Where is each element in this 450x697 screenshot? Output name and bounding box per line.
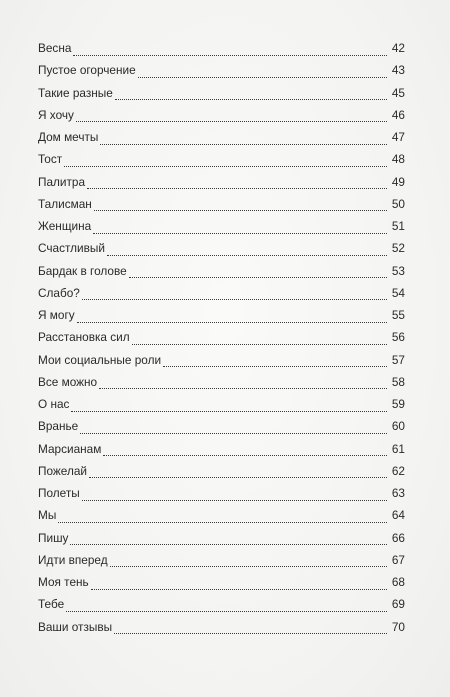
dot-leader <box>94 202 387 211</box>
toc-entry-page-number: 51 <box>391 219 405 233</box>
table-of-contents <box>38 37 405 638</box>
toc-entry-page-number: 62 <box>391 463 405 478</box>
toc-entry-title: Все можно <box>38 374 98 389</box>
toc-entry-page-number: 43 <box>391 63 405 78</box>
toc-entry-title: Тебе <box>38 597 65 612</box>
dot-leader <box>73 47 387 56</box>
dot-leader <box>132 336 387 345</box>
toc-entry <box>38 438 405 460</box>
dot-leader <box>66 603 387 612</box>
toc-entry-page-number: 70 <box>391 619 405 634</box>
dot-leader <box>82 291 387 300</box>
toc-entry-title: Мои социальные роли <box>38 352 162 367</box>
toc-entry <box>38 82 405 104</box>
toc-entry <box>38 349 405 371</box>
dot-leader <box>103 447 387 456</box>
dot-leader <box>82 492 387 501</box>
toc-entry <box>38 215 405 237</box>
toc-entry-page-number: 68 <box>391 575 405 589</box>
toc-entry-title: О нас <box>38 397 70 411</box>
toc-entry <box>38 415 405 437</box>
toc-entry-page-number: 54 <box>391 285 405 300</box>
toc-entry-page-number: 50 <box>391 196 405 211</box>
toc-entry <box>38 237 405 259</box>
toc-entry <box>38 104 405 126</box>
toc-entry <box>38 37 405 59</box>
toc-entry-title: Бардак в голове <box>38 263 127 278</box>
toc-entry <box>38 126 405 148</box>
toc-entry <box>38 260 405 282</box>
toc-entry-title: Пишу <box>38 530 69 545</box>
toc-entry <box>38 148 405 170</box>
dot-leader <box>80 425 387 434</box>
dot-leader <box>163 358 387 367</box>
toc-entry-page-number: 58 <box>391 374 405 389</box>
toc-entry-page-number: 61 <box>391 441 405 456</box>
toc-entry-title: Такие разные <box>38 85 113 100</box>
toc-entry <box>38 527 405 549</box>
toc-entry <box>38 282 405 304</box>
toc-entry-title: Пожелай <box>38 463 88 478</box>
toc-entry <box>38 571 405 593</box>
toc-entry-page-number: 69 <box>391 597 405 612</box>
toc-entry-title: Талисман <box>38 196 92 211</box>
toc-entry <box>38 326 405 348</box>
toc-entry-page-number: 66 <box>391 530 405 545</box>
toc-entry-title: Ваши отзывы <box>38 619 113 634</box>
dot-leader <box>71 403 387 412</box>
dot-leader <box>58 514 387 523</box>
toc-entry <box>38 504 405 526</box>
toc-entry-page-number: 55 <box>391 308 405 322</box>
toc-entry <box>38 593 405 615</box>
toc-entry-title: Расстановка сил <box>38 330 130 345</box>
toc-entry <box>38 616 405 638</box>
toc-entry-title: Слабо? <box>38 285 80 300</box>
dot-leader <box>93 225 387 234</box>
toc-entry <box>38 171 405 193</box>
toc-entry-title: Вранье <box>38 419 79 434</box>
toc-entry <box>38 59 405 81</box>
toc-entry-title: Я хочу <box>38 107 74 122</box>
dot-leader <box>76 113 387 122</box>
toc-entry-title: Мы <box>38 508 57 523</box>
toc-entry-page-number: 60 <box>391 419 405 434</box>
toc-entry-title: Идти вперед <box>38 552 108 567</box>
dot-leader <box>138 69 387 78</box>
toc-entry-title: Тост <box>38 152 63 167</box>
toc-entry-title: Счастливый <box>38 241 105 256</box>
toc-entry-page-number: 56 <box>391 330 405 345</box>
toc-entry-title: Полеты <box>38 486 80 500</box>
toc-entry <box>38 304 405 326</box>
toc-entry <box>38 393 405 415</box>
toc-entry-page-number: 47 <box>391 130 405 144</box>
dot-leader <box>114 625 387 634</box>
toc-entry-title: Пустое огорчение <box>38 63 136 78</box>
toc-entry-title: Женщина <box>38 219 92 233</box>
toc-entry-title: Палитра <box>38 174 86 189</box>
dot-leader <box>91 581 387 590</box>
dot-leader <box>89 469 387 478</box>
dot-leader <box>77 314 387 323</box>
dot-leader <box>110 558 387 567</box>
dot-leader <box>87 180 387 189</box>
toc-entry <box>38 549 405 571</box>
dot-leader <box>115 91 387 100</box>
toc-entry-page-number: 57 <box>391 352 405 367</box>
toc-entry-title: Я могу <box>38 308 75 322</box>
toc-entry-title: Весна <box>38 41 72 55</box>
toc-entry-page-number: 63 <box>391 486 405 500</box>
dot-leader <box>64 158 387 167</box>
dot-leader <box>70 536 387 545</box>
toc-entry-page-number: 48 <box>391 152 405 167</box>
dot-leader <box>129 269 387 278</box>
toc-entry-title: Марсианам <box>38 441 102 456</box>
toc-entry <box>38 482 405 504</box>
toc-entry-title: Дом мечты <box>38 130 99 144</box>
toc-entry-title: Моя тень <box>38 575 89 589</box>
dot-leader <box>107 247 387 256</box>
toc-entry-page-number: 45 <box>391 85 405 100</box>
toc-entry-page-number: 42 <box>391 41 405 55</box>
toc-entry-page-number: 67 <box>391 552 405 567</box>
dot-leader <box>100 136 387 145</box>
toc-entry-page-number: 49 <box>391 174 405 189</box>
toc-entry-page-number: 52 <box>391 241 405 256</box>
toc-entry-page-number: 59 <box>391 397 405 411</box>
toc-entry-page-number: 53 <box>391 263 405 278</box>
toc-entry-page-number: 46 <box>391 107 405 122</box>
dot-leader <box>99 380 387 389</box>
toc-entry-page-number: 64 <box>391 508 405 523</box>
toc-entry <box>38 371 405 393</box>
toc-entry <box>38 460 405 482</box>
toc-entry <box>38 193 405 215</box>
